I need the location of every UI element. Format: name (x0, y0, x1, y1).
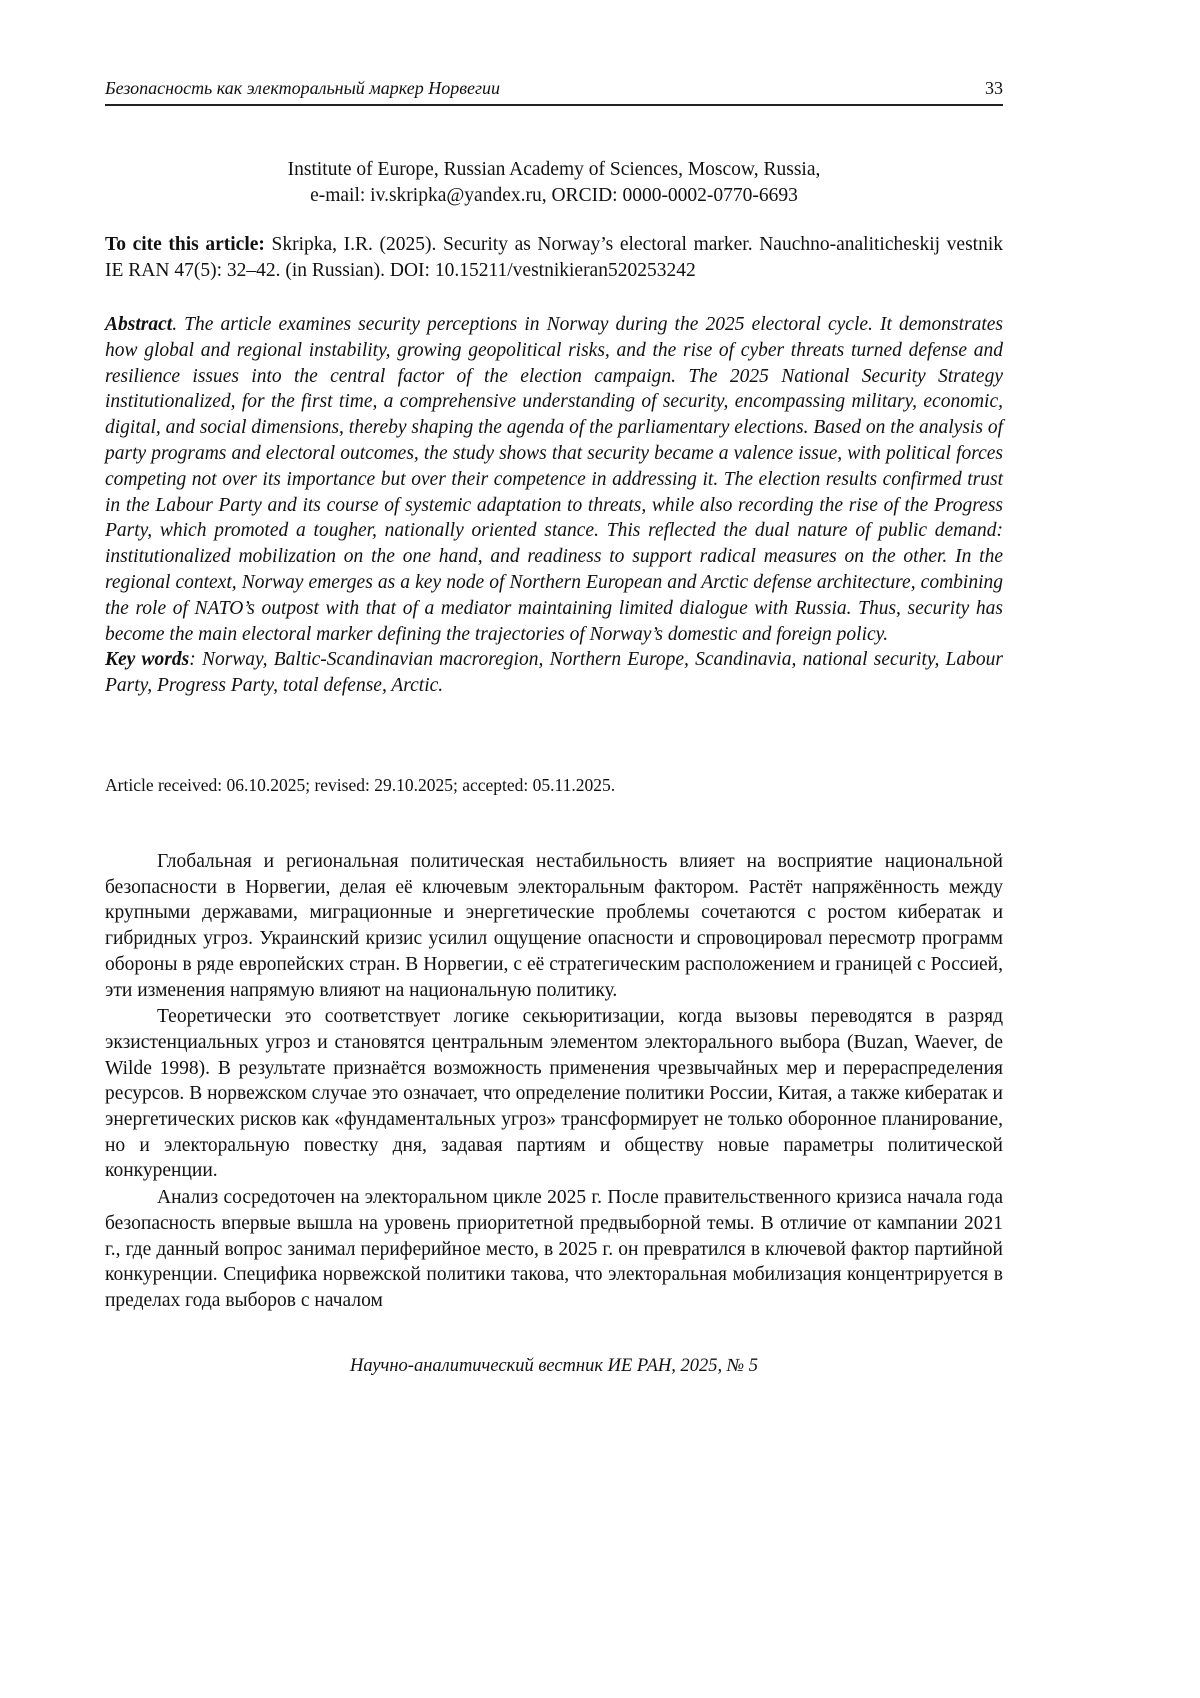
header-rule (105, 104, 1003, 106)
running-header (105, 78, 1003, 99)
contact-line: e-mail: iv.skripka@yandex.ru, ORCID: 0000-0002-0770-6693 (310, 185, 798, 206)
affiliation (105, 157, 1003, 209)
affiliation-line: Institute of Europe, Russian Academy of Sciences, Moscow, Russia, (287, 159, 821, 180)
citation (105, 232, 1003, 284)
abstract-text: . The article examines security perceptions in Norway during the 2025 electoral cycle. It demonstrates how global and regional instability, growing geopolitical risks, and the rise of cyber threats turned defense and resilience issues into the central factor of the election campaign. The 2025 National Security Strategy institutionalized, for the first time, a comprehensive understanding of security, encompassing military, economic, digital, and social dimensions, thereby shaping the agenda of the parliamentary elections. Based on the analysis of party programs and electoral outcomes, the study shows that security became a valence issue, with political forces competing not over its importance but over their competence in addressing it. The election results confirmed trust in the Labour Party and its course of systemic adaptation to threats, while also recording the rise of the Progress Party, which promoted a tougher, nationally oriented stance. This reflected the dual nature of public demand: institutionalized mobilization on the one hand, and readiness to support radical measures on the other. In the regional context, Norway emerges as a key node of Northern European and Arctic defense architecture, combining the role of NATO’s outpost with that of a mediator maintaining limited dialogue with Russia. Thus, security has become the main electoral marker defining the trajectories of Norway’s domestic and foreign policy. (105, 314, 1003, 645)
citation-label: To cite this article: (105, 234, 265, 255)
abstract-label: Abstract (105, 314, 173, 335)
body-text (105, 849, 1003, 1315)
journal-footer: Научно-аналитический вестник ИЕ РАН, 2025, № 5 (349, 1356, 759, 1376)
citation-text: Skripka, I.R. (2025). Security as Norway’s electoral marker. Nauchno-analiticheskij vestnik IE RAN 47(5): 32–42. (in Russian). DOI: 10.15211/vestnikieran520253242 (105, 234, 1003, 281)
article-dates: Article received: 06.10.2025; revised: 29.10.2025; accepted: 05.11.2025. (105, 775, 616, 795)
paragraph: Глобальная и региональная политическая нестабильность влияет на восприятие национальной безопасности в Норвегии, делая её ключевым электоральным фактором. Растёт напряжённость между крупными державами, миграционные и энергетические проблемы сочетаются с ростом кибератак и гибридных угроз. Украинский кризис усилил ощущение опасности и спровоцировал пересмотр программ обороны в ряде европейских стран. В Норвегии, с её стратегическим расположением и границей с Россией, эти изменения напрямую влияют на национальную политику. (105, 851, 1003, 1001)
running-title: Безопасность как электоральный маркер Норвегии (105, 78, 501, 98)
keywords-label: Key words (105, 649, 190, 671)
page-number: 33 (985, 78, 1003, 98)
paragraph: Теоретически это соответствует логике секьюритизации, когда вызовы переводятся в разряд экзистенциальных угроз и становятся центральным элементом электорального выбора (Buzan, Waever, de Wilde 1998). В результате признаётся возможность применения чрезвычайных мер и перераспределения ресурсов. В норвежском случае это означает, что определение политики России, Китая, а также кибератак и энергетических рисков как «фундаментальных угроз» трансформирует не только оборонное планирование, но и электоральную повестку дня, задавая партиям и обществу новые параметры политической конкуренции. (105, 1006, 1003, 1182)
keywords-text: : Norway, Baltic-Scandinavian macroregion, Northern Europe, Scandinavia, national security, Labour Party, Progress Party, total defense, Arctic. (105, 649, 1003, 697)
paragraph: Анализ сосредоточен на электоральном цикле 2025 г. После правительственного кризиса начала года безопасность впервые вышла на уровень приоритетной предвыборной темы. В отличие от кампании 2021 г., где данный вопрос занимал периферийное место, в 2025 г. он превратился в ключевой фактор партийной конкуренции. Специфика норвежской политики такова, что электоральная мобилизация концентрируется в пределах года выборов с началом (105, 1187, 1003, 1311)
abstract (105, 312, 1003, 699)
keywords (105, 647, 1003, 699)
